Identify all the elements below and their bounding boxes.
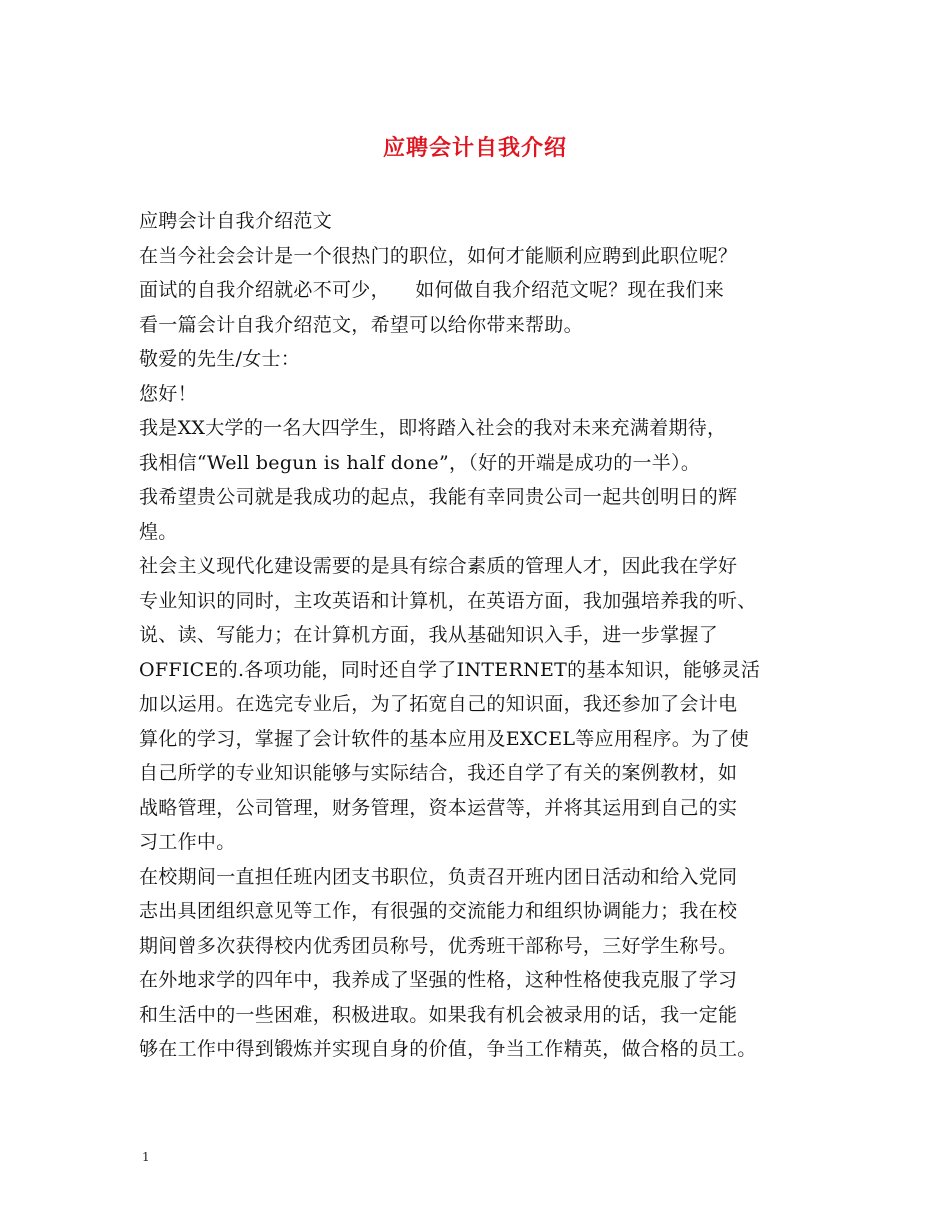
text-line: 期间曾多次获得校内优秀团员称号，优秀班干部称号，三好学生称号。 (139, 934, 738, 957)
text-line: 算化的学习，掌握了会计软件的基本应用及EXCEL等应用程序。为了使 (139, 727, 749, 750)
text-line: 看一篇会计自我介绍范文，希望可以给你带来帮助。 (139, 313, 583, 336)
text-line: 在当今社会会计是一个很热门的职位，如何才能顺利应聘到此职位呢？ (139, 244, 738, 267)
text-line: 自己所学的专业知识能够与实际结合，我还自学了有关的案例教材，如 (139, 762, 738, 784)
text-line: 够在工作中得到锻炼并实现自身的价值，争当工作精英，做合格的员工。 (139, 1038, 757, 1060)
text-line: 社会主义现代化建设需要的是具有综合素质的管理人才，因此我在学好 (139, 555, 738, 577)
text-line: 应聘会计自我介绍范文 (139, 210, 333, 232)
text-line: 敬爱的先生/女士： (139, 348, 301, 370)
text-line: 志出具团组织意见等工作，有很强的交流能力和组织协调能力；我在校 (139, 900, 738, 922)
text-line: 在外地求学的四年中，我养成了坚强的性格，这种性格使我克服了学习 (139, 969, 738, 991)
text-line: 专业知识的同时，主攻英语和计算机，在英语方面，我加强培养我的听、 (139, 589, 757, 612)
page-number: 1 (142, 1150, 150, 1164)
text-line: 和生活中的一些困难，积极进取。如果我有机会被录用的话，我一定能 (139, 1003, 738, 1026)
text-line: 您好！ (139, 382, 197, 405)
text-line: 加以运用。在选完专业后，为了拓宽自己的知识面，我还参加了会计电 (139, 693, 738, 715)
text-line: 我希望贵公司就是我成功的起点，我能有幸同贵公司一起共创明日的辉 (139, 486, 738, 508)
document-title: 应聘会计自我介绍 (382, 135, 567, 161)
text-line: 说、读、写能力；在计算机方面，我从基础知识入手，进一步掌握了 (139, 624, 719, 646)
text-line: 习工作中。 (139, 831, 236, 853)
text-line: 我是XX大学的一名大四学生，即将踏入社会的我对未来充满着期待， (139, 417, 727, 439)
text-line: OFFICE的.各项功能，同时还自学了INTERNET的基本知识，能够灵活 (139, 658, 761, 681)
text-line: 我相信“Well begun is half done”，（好的开端是成功的一半）。 (139, 451, 701, 474)
text-line: 在校期间一直担任班内团支书职位，负责召开班内团日活动和给入党同 (139, 865, 738, 888)
text-line: 战略管理，公司管理，财务管理，资本运营等，并将其运用到自己的实 (139, 796, 738, 819)
document-body (139, 204, 819, 1067)
text-line: 煌。 (139, 520, 178, 543)
text-line: 面试的自我介绍就必不可少， 如何做自我介绍范文呢？现在我们来 (139, 279, 725, 301)
